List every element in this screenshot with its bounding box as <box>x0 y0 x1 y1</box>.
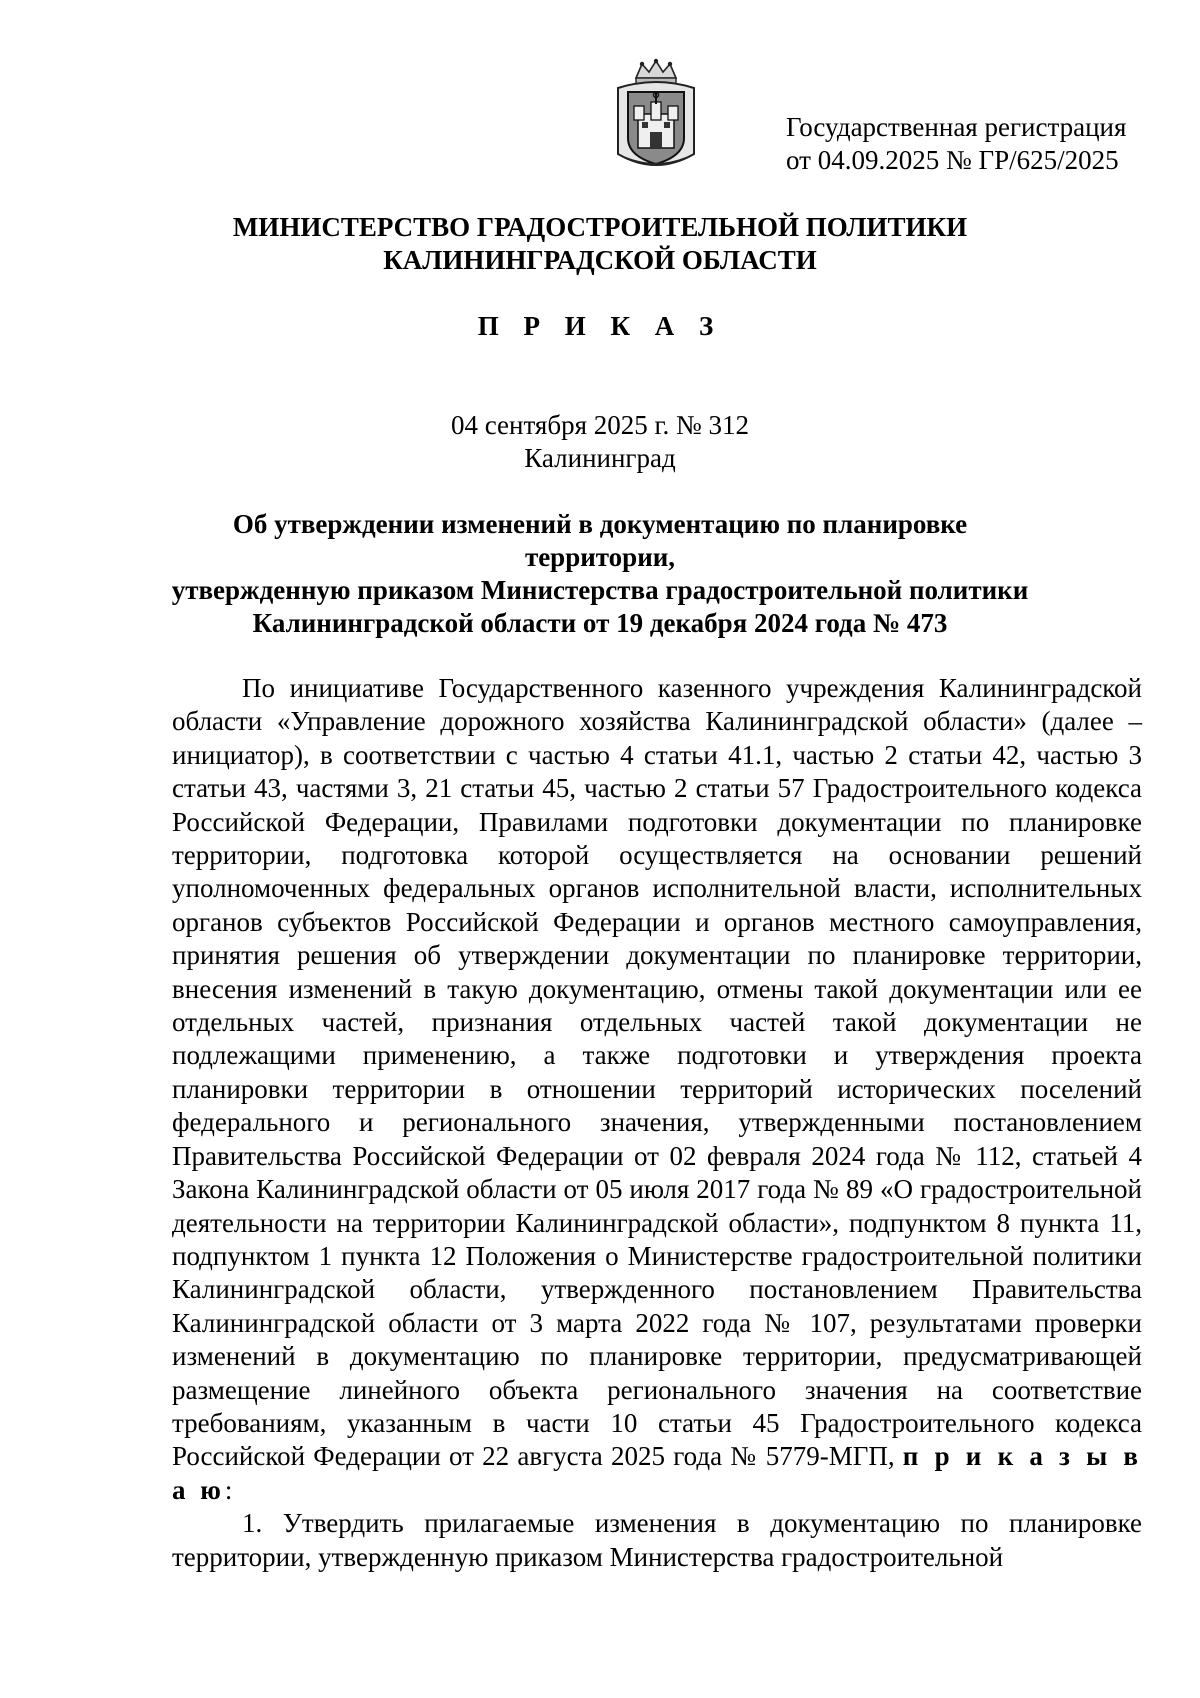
ministry-line-2: КАЛИНИНГРАДСКОЙ ОБЛАСТИ <box>383 245 817 275</box>
order-title-line-3: Калининградской области от 19 декабря 2024 года № 473 <box>252 608 948 638</box>
date-and-number <box>100 409 1100 475</box>
order-colon: : <box>224 1474 233 1505</box>
registration-line-1: Государственная регистрация <box>786 112 1127 142</box>
preamble-text: По инициативе Государственного казенного учреждения Калининградской области «Управление дорожного хозяйства Калининградской области» (далее – инициатор), в соответствии с частью 4 статьи 41.1, частью 2 статьи 42, частью 3 статьи 43, частями 3, 21 статьи 45, частью 2 статьи 57 Градостроительного кодекса Российской Федерации, Правилами подготовки документации по планировке территории, подготовка которой осуществляется на основании решений уполномоченных федеральных органов исполнительной власти, исполнительных органов субъектов Российской Федерации и органов местного самоуправления, принятия решения об утверждении документации по планировке территории, внесения изменений в такую документацию, отмены такой документации или ее отдельных частей, признания отдельных частей такой документации не подлежащими применению, а также подготовки и утверждения проекта планировки территории в отношении территорий исторических поселений федерального и регионального значения, утвержденными постановлением Правительства Российской Федерации от 02 февраля 2024 года № 112, статьей 4 Закона Калининградской области от 05 июля 2017 года № 89 «О градостроительной деятельности на территории Калининградской области», подпунктом 8 пункта 11, подпунктом 1 пункта 12 Положения о Министерстве градостроительной политики Калининградской области, утвержденного постановлением Правительства Калининградской области от 3 марта 2022 года № 107, результатами проверки изменений в документацию по планировке территории, предусматривающей размещение линейного объекта регионального значения на соответствие требованиям, указанным в части 10 статьи 45 Градостроительного кодекса Российской Федерации от 22 августа 2025 года № 5779-МГП, <box>172 673 1142 1472</box>
order-word: п р и к а з ы в а ю <box>172 1441 1143 1505</box>
order-title-line-1: Об утверждении изменений в документацию по планировке территории, <box>232 509 968 572</box>
item-1-paragraph: 1. Утвердить прилагаемые изменения в документацию по планировке территории, утвержденную приказом Министерства градостроительной <box>172 1508 1142 1572</box>
order-city: Калининград <box>524 443 676 473</box>
ministry-line-1: МИНИСТЕРСТВО ГРАДОСТРОИТЕЛЬНОЙ ПОЛИТИКИ <box>232 212 968 242</box>
registration-line-2: от 04.09.2025 № ГР/625/2025 <box>786 145 1119 175</box>
document-type: П Р И К А З <box>477 311 723 341</box>
order-date-number: 04 сентября 2025 г. № 312 <box>450 410 750 440</box>
order-title-line-2: утвержденную приказом Министерства градостроительной политики <box>171 575 1029 605</box>
coat-of-arms-icon <box>612 58 700 174</box>
preamble-paragraph <box>172 672 1142 1507</box>
state-registration <box>786 111 1146 177</box>
order-body <box>172 672 1142 1574</box>
order-title <box>160 508 1040 640</box>
ministry-name <box>100 211 1100 277</box>
